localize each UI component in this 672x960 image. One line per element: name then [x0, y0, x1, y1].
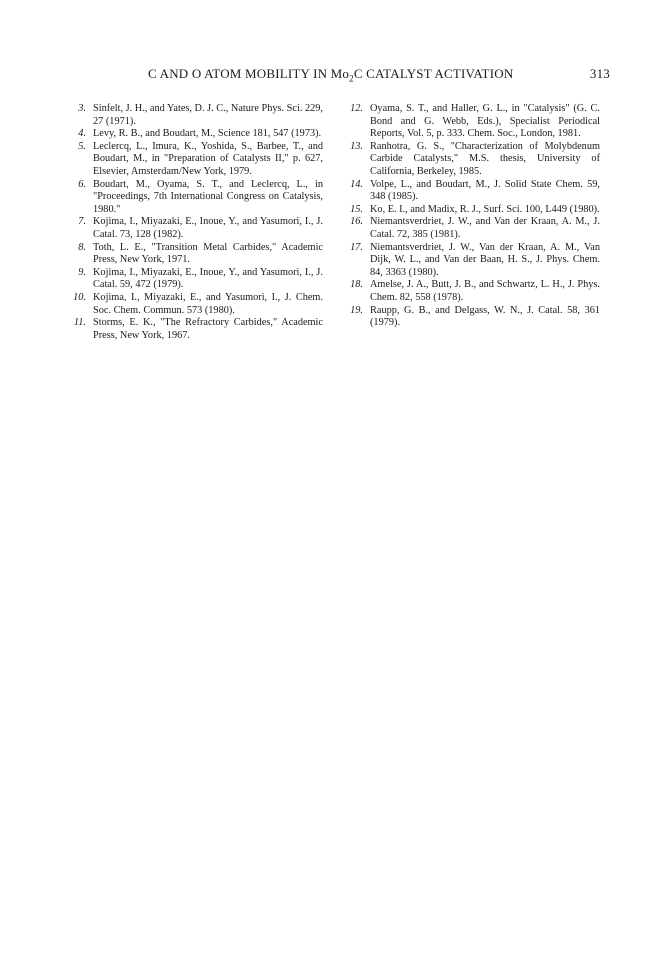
reference-item [346, 204, 600, 217]
reference-item [346, 141, 600, 179]
reference-number: 6. [78, 178, 86, 190]
reference-item [69, 292, 323, 317]
reference-number: 9. [78, 266, 86, 278]
reference-text: Volpe, L., and Boudart, M., J. Solid State Chem. 59, 348 (1985). [370, 178, 600, 203]
running-title-suffix: C CATALYST ACTIVATION [353, 66, 514, 81]
reference-item [346, 103, 600, 141]
reference-text: Ko, E. I., and Madix, R. J., Surf. Sci. 100, L449 (1980). [370, 203, 600, 215]
running-title-subscript: 2 [349, 73, 354, 84]
reference-item [69, 141, 323, 179]
running-title-prefix: C AND O ATOM MOBILITY IN Mo [148, 66, 350, 81]
reference-number: 12. [350, 103, 363, 114]
references-right-column [346, 103, 600, 330]
reference-number: 18. [350, 279, 363, 291]
running-header [130, 66, 610, 86]
reference-item [346, 242, 600, 280]
reference-number: 3. [78, 103, 86, 114]
reference-text: Kojima, I., Miyazaki, E., Inoue, Y., and Yasumori, I., J. Catal. 73, 128 (1982). [93, 216, 323, 240]
reference-item [69, 216, 323, 241]
reference-text: Levy, R. B., and Boudart, M., Science 181, 547 (1973). [93, 128, 322, 140]
running-title [148, 66, 513, 84]
reference-item [69, 103, 323, 128]
reference-number: 10. [73, 291, 86, 303]
reference-item [346, 305, 600, 330]
reference-item [69, 317, 323, 342]
reference-item [346, 179, 600, 204]
reference-item [69, 179, 323, 217]
reference-number: 8. [78, 241, 86, 253]
reference-text: Raupp, G. B., and Delgass, W. N., J. Catal. 58, 361 (1979). [370, 304, 600, 329]
reference-item [69, 267, 323, 292]
reference-text: Oyama, S. T., and Haller, G. L., in "Catalysis" (G. C. Bond and G. Webb, Eds.), Specialist Periodical Reports, Vol. 5, p. 333. Chem. Soc., London, 1981. [370, 103, 600, 140]
reference-text: Niemantsverdriet, J. W., and Van der Kraan, A. M., J. Catal. 72, 385 (1981). [370, 216, 600, 240]
reference-item [346, 216, 600, 241]
reference-text: Kojima, I., Miyazaki, E., Inoue, Y., and Yasumori, I., J. Catal. 59, 472 (1979). [93, 266, 323, 291]
reference-number: 19. [350, 304, 363, 316]
reference-text: Sinfelt, J. H., and Yates, D. J. C., Nature Phys. Sci. 229, 27 (1971). [93, 103, 323, 127]
reference-item [69, 128, 323, 141]
reference-number: 7. [78, 216, 86, 228]
reference-number: 13. [350, 140, 363, 152]
reference-number: 15. [350, 203, 363, 215]
reference-text: Storms, E. K., "The Refractory Carbides," Academic Press, New York, 1967. [93, 317, 323, 341]
reference-text: Niemantsverdriet, J. W., Van der Kraan, A. M., Van Dijk, W. L., and Van der Baan, H. S., J. Phys. Chem. 84, 3363 (1980). [370, 241, 600, 278]
reference-text: Toth, L. E., "Transition Metal Carbides," Academic Press, New York, 1971. [93, 241, 323, 266]
reference-number: 16. [350, 216, 363, 228]
reference-text: Leclercq, L., Imura, K., Yoshida, S., Barbee, T., and Boudart, M., in "Preparation of Catalysts II," p. 627, Elsevier, Amsterdam/New York, 1979. [93, 140, 323, 177]
reference-text: Ranhotra, G. S., "Characterization of Molybdenum Carbide Catalysts," M.S. thesis, University of California, Berkeley, 1985. [370, 140, 600, 177]
reference-text: Boudart, M., Oyama, S. T., and Leclercq, L., in "Proceedings, 7th International Congress on Catalysis, 1980." [93, 178, 323, 215]
reference-number: 17. [350, 241, 363, 253]
reference-item [346, 279, 600, 304]
reference-number: 11. [73, 317, 86, 329]
reference-text: Kojima, I., Miyazaki, E., and Yasumori, I., J. Chem. Soc. Chem. Commun. 573 (1980). [93, 291, 323, 316]
reference-number: 4. [78, 128, 86, 140]
references-left-column [69, 103, 323, 342]
reference-number: 5. [78, 140, 86, 152]
page-number: 313 [589, 66, 610, 81]
reference-number: 14. [350, 178, 363, 190]
reference-item [69, 242, 323, 267]
reference-text: Amelse, J. A., Butt, J. B., and Schwartz, L. H., J. Phys. Chem. 82, 558 (1978). [370, 279, 600, 303]
